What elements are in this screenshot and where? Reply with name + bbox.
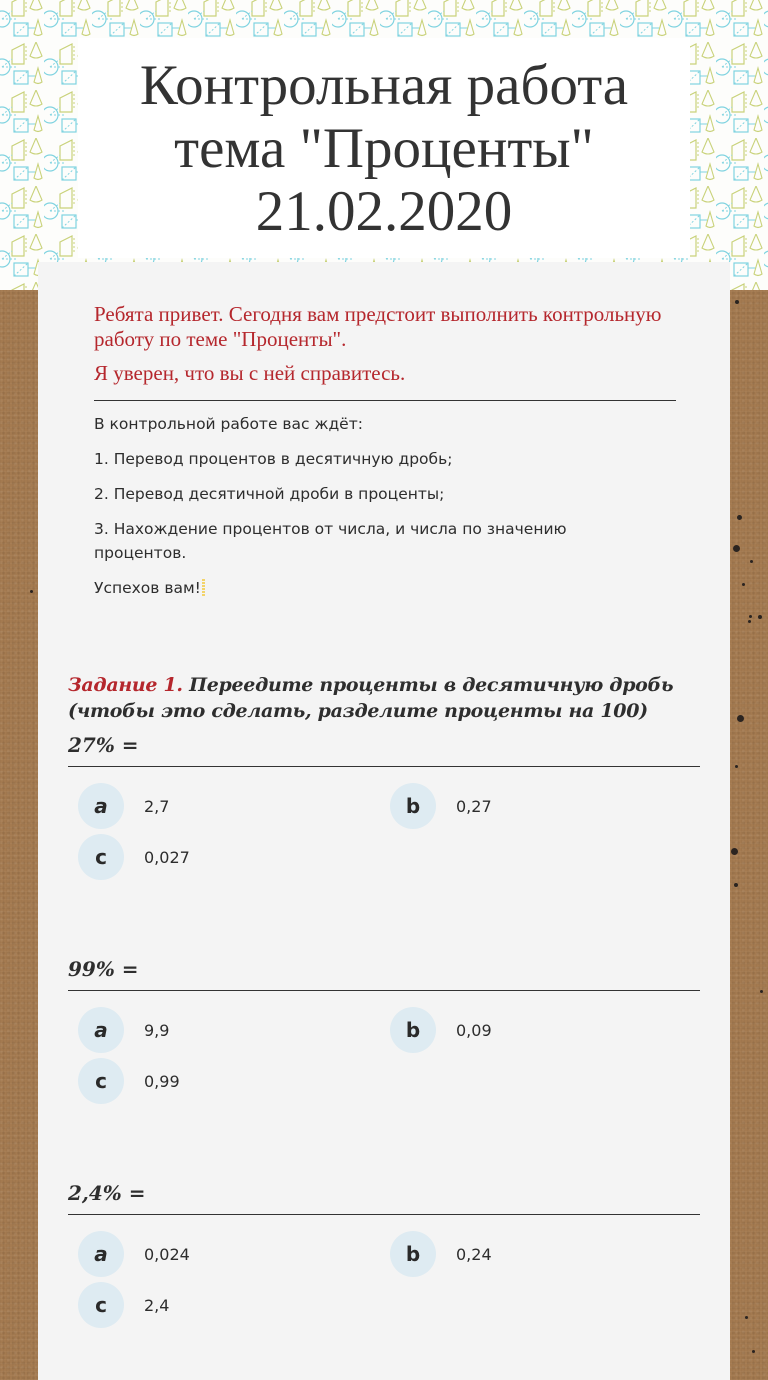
greeting-paragraph: Ребята привет. Сегодня вам предстоит выполнить контрольную работу по теме "Проценты".: [94, 302, 662, 351]
question-prompt: 27% =: [68, 733, 139, 757]
option-value: 2,7: [144, 796, 170, 816]
intro-item-1: 1. Перевод процентов в десятичную дробь;: [94, 450, 453, 468]
option-value: 0,24: [456, 1244, 492, 1264]
question-3: [68, 1180, 700, 1345]
question-prompt: 99% =: [68, 957, 139, 981]
option-value: 0,99: [144, 1071, 180, 1091]
intro-item-2: 2. Перевод десятичной дроби в проценты;: [94, 485, 445, 503]
page-title: [140, 54, 628, 243]
title-box: [78, 38, 690, 258]
option-value: 0,27: [456, 796, 492, 816]
option-c[interactable]: [78, 1282, 169, 1328]
answer-options: [68, 1215, 700, 1345]
intro-closing: Успехов вам!: [94, 579, 201, 597]
title-line-2: тема "Проценты": [174, 116, 594, 180]
intro-item-3: 3. Нахождение процентов от числа, и числа по значению процентов.: [94, 520, 567, 562]
encouragement-paragraph: Я уверен, что вы с ней справитесь.: [94, 361, 406, 385]
task-1-heading: [68, 672, 688, 724]
option-letter-badge: b: [390, 783, 436, 829]
title-line-1: Контрольная работа: [139, 53, 629, 117]
option-letter-badge: a: [78, 783, 124, 829]
option-a[interactable]: [78, 1231, 190, 1277]
intro-greeting: [94, 302, 684, 395]
question-2: [68, 956, 700, 1121]
task-1-label: Задание 1.: [68, 674, 183, 696]
intro-closing-line: [94, 576, 654, 600]
option-value: 9,9: [144, 1020, 170, 1040]
option-letter-badge: a: [78, 1007, 124, 1053]
option-letter-badge: c: [78, 834, 124, 880]
option-b[interactable]: [390, 1231, 492, 1277]
option-value: 0,09: [456, 1020, 492, 1040]
question-1: [68, 732, 700, 897]
content-card: [38, 262, 730, 1380]
option-a[interactable]: [78, 783, 169, 829]
intro-lead: В контрольной работе вас ждёт:: [94, 415, 363, 433]
option-letter-badge: b: [390, 1231, 436, 1277]
task-1-instruction: Переедите проценты в десятичную дробь (чтобы это сделать, разделите проценты на 100): [68, 674, 674, 722]
intro-body: [94, 412, 654, 611]
text-cursor-marker: [202, 578, 205, 596]
title-line-3-date: 21.02.2020: [255, 179, 513, 243]
answer-options: [68, 767, 700, 897]
option-value: 2,4: [144, 1295, 170, 1315]
question-prompt: 2,4% =: [68, 1181, 146, 1205]
option-letter-badge: c: [78, 1058, 124, 1104]
option-c[interactable]: [78, 1058, 180, 1104]
option-value: 0,024: [144, 1244, 190, 1264]
option-value: 0,027: [144, 847, 190, 867]
option-a[interactable]: [78, 1007, 169, 1053]
option-letter-badge: c: [78, 1282, 124, 1328]
intro-divider: [94, 400, 676, 401]
option-letter-badge: b: [390, 1007, 436, 1053]
answer-options: [68, 991, 700, 1121]
option-b[interactable]: [390, 783, 492, 829]
option-b[interactable]: [390, 1007, 492, 1053]
option-c[interactable]: [78, 834, 190, 880]
option-letter-badge: a: [78, 1231, 124, 1277]
